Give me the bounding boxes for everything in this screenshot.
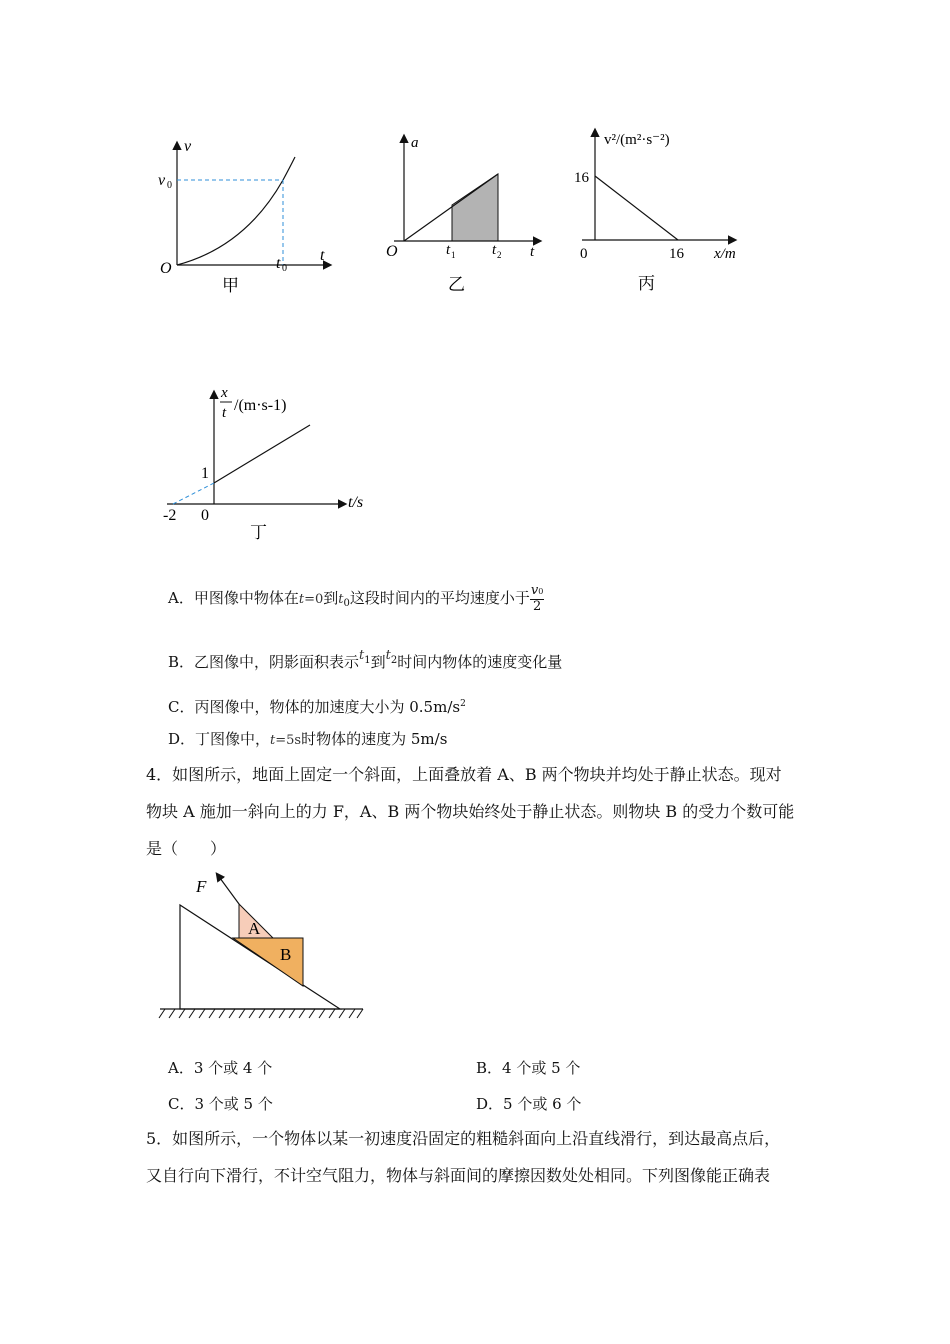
- force-arrow: [217, 874, 239, 904]
- q3-option-b[interactable]: [168, 646, 562, 672]
- option-c-text: C．丙图像中，物体的加速度大小为 0.5m/s: [168, 698, 461, 716]
- ground-hatching: [159, 1009, 363, 1018]
- option-d-t: t: [270, 733, 276, 748]
- t2-label: t: [492, 242, 497, 258]
- option-d-eq: =5s: [275, 733, 302, 748]
- figure-caption: 甲: [222, 276, 239, 295]
- option-b-mid: 到: [370, 653, 386, 671]
- q4-option-a[interactable]: A．3 个或 4 个: [168, 1059, 273, 1077]
- option-a-prefix: A．甲图像中物体在: [168, 589, 299, 607]
- figure-bing-v2-x-graph: [570, 122, 760, 297]
- x-axis-label: x/m: [714, 246, 736, 262]
- q4-stem-line-3: 是（ ）: [146, 839, 227, 858]
- y-axis-label: v: [184, 138, 192, 155]
- option-b-t1: t: [359, 648, 365, 663]
- v-curve: [177, 157, 295, 265]
- x-axis-label: t/s: [348, 494, 364, 511]
- frac-num: v: [530, 583, 539, 598]
- force-label: F: [196, 877, 207, 896]
- y-axis-label: v²/(m²·s⁻²): [604, 132, 670, 148]
- figure-ding-xt-t-graph: [155, 380, 395, 550]
- x-tick-neg2: -2: [163, 507, 177, 524]
- t0-label-sub: 0: [282, 263, 287, 274]
- t2-label-sub: 2: [497, 250, 502, 260]
- option-a-eq: =0: [304, 592, 324, 607]
- option-c-sup: 2: [460, 699, 466, 709]
- y-tick-16: 16: [574, 170, 589, 186]
- option-d-prefix: D．丁图像中，: [168, 730, 271, 748]
- t1-label: t: [446, 242, 451, 258]
- origin-label: 0: [201, 507, 209, 524]
- q3-option-d[interactable]: [168, 729, 447, 751]
- q3-option-c[interactable]: [168, 694, 466, 717]
- option-a-t: t: [298, 592, 305, 607]
- q4-option-b[interactable]: B．4 个或 5 个: [476, 1059, 581, 1077]
- q4-option-c[interactable]: C．3 个或 5 个: [168, 1095, 273, 1113]
- q4-stem-line-1: 4．如图所示，地面上固定一个斜面，上面叠放着 A、B 两个物块并均处于静止状态。现对: [146, 765, 782, 784]
- figure-yi-a-t-graph: [380, 130, 550, 300]
- q4-option-d[interactable]: D．5 个或 6 个: [476, 1095, 582, 1113]
- x-axis-label: t: [530, 244, 535, 260]
- figure-caption: 乙: [448, 275, 465, 294]
- t1-label-sub: 1: [451, 250, 456, 260]
- x-tick-16: 16: [669, 246, 684, 262]
- option-b-t2-sub: 2: [390, 655, 398, 666]
- incline-blocks-figure: [155, 868, 375, 1028]
- v0-label: v: [158, 172, 166, 189]
- extrapolated-dashed-line: [173, 483, 214, 504]
- frac-den: 2: [532, 599, 542, 614]
- option-d-suffix: 时物体的速度为 5m/s: [301, 730, 448, 748]
- v2-line: [595, 176, 678, 240]
- origin-label: 0: [580, 246, 588, 262]
- y-axis-label: a: [411, 135, 419, 151]
- block-b-label: B: [280, 945, 292, 964]
- option-b-prefix: B．乙图像中，阴影面积表示: [168, 653, 360, 671]
- option-b-t2: t: [385, 648, 391, 663]
- q4-stem-line-2: 物块 A 施加一斜向上的力 F，A、B 两个物块始终处于静止状态。则物块 B 的受力个数可能: [146, 802, 795, 821]
- xt-line: [214, 425, 310, 483]
- origin-label: O: [160, 260, 172, 277]
- y-tick-1: 1: [201, 465, 209, 482]
- t0-label: t: [276, 255, 281, 272]
- q3-option-a[interactable]: [168, 584, 544, 614]
- x-axis-label: t: [320, 247, 325, 264]
- shaded-area: [452, 174, 498, 241]
- figure-caption: 丙: [638, 274, 655, 293]
- option-a-t0: t: [338, 592, 344, 607]
- option-b-suffix: 时间内物体的速度变化量: [397, 653, 563, 671]
- origin-label: O: [386, 243, 398, 260]
- option-a-mid: 到: [323, 589, 339, 607]
- frac-num-sub: 0: [538, 587, 544, 596]
- option-a-t0-sub: 0: [343, 598, 350, 609]
- q5-stem-line-2: 又自行向下滑行，不计空气阻力，物体与斜面间的摩擦因数处处相同。下列图像能正确表: [146, 1166, 771, 1185]
- option-a-suffix: 这段时间内的平均速度小于: [349, 589, 530, 607]
- figure-caption: 丁: [250, 523, 267, 542]
- y-label-denominator: t: [222, 405, 227, 421]
- y-label-unit: /(m·s-1): [234, 397, 287, 414]
- y-label-numerator: x: [221, 385, 228, 401]
- q5-stem-line-1: 5．如图所示，一个物体以某一初速度沿固定的粗糙斜面向上沿直线滑行，到达最高点后，: [146, 1129, 781, 1148]
- figure-jia-v-t-graph: [150, 135, 340, 305]
- block-a-label: A: [248, 919, 261, 938]
- option-b-t1-sub: 1: [364, 655, 371, 666]
- v0-over-2-fraction: [530, 584, 544, 614]
- v0-label-sub: 0: [167, 180, 172, 191]
